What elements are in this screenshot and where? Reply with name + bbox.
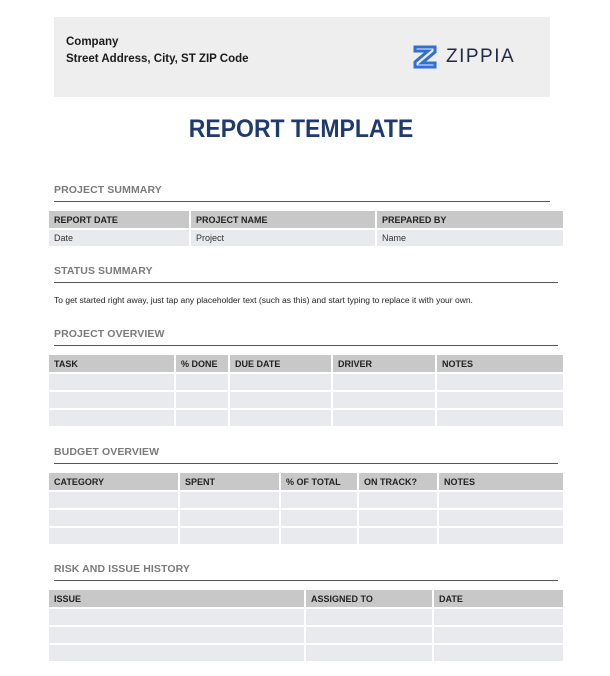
table-cell[interactable] (229, 373, 332, 391)
column-header: % DONE (175, 355, 229, 373)
table-cell[interactable] (179, 491, 280, 509)
table-cell[interactable] (438, 527, 563, 544)
table-row (49, 509, 563, 527)
column-header: DATE (433, 590, 563, 608)
table-cell[interactable] (229, 391, 332, 409)
report-title: REPORT TEMPLATE (188, 115, 414, 143)
table-cell[interactable] (179, 509, 280, 527)
table-cell[interactable] (438, 491, 563, 509)
column-header: CATEGORY (49, 473, 179, 491)
column-header: TASK (49, 355, 175, 373)
column-header: PREPARED BY (376, 211, 563, 229)
column-header: PROJECT NAME (190, 211, 376, 229)
table-cell[interactable] (332, 391, 436, 409)
table-row (49, 391, 563, 409)
section-title-project-summary: PROJECT SUMMARY (54, 184, 162, 196)
table-cell[interactable] (433, 608, 563, 626)
table-cell[interactable] (436, 391, 563, 409)
table-cell[interactable] (280, 527, 358, 544)
budget-overview-table (49, 473, 563, 544)
section-rule (54, 463, 558, 464)
status-summary-text[interactable]: To get started right away, just tap any placeholder text (such as this) and start typing to replace it with your own. (54, 295, 473, 305)
column-header: ISSUE (49, 590, 305, 608)
table-cell[interactable] (49, 509, 179, 527)
table-cell[interactable] (358, 509, 438, 527)
table-row (49, 626, 563, 644)
table-row (49, 229, 563, 246)
table-cell[interactable] (436, 409, 563, 426)
prepared-by-cell[interactable]: Name (376, 229, 563, 246)
report-date-cell[interactable]: Date (49, 229, 190, 246)
table-cell[interactable] (49, 626, 305, 644)
table-cell[interactable] (332, 373, 436, 391)
logo-text: ZIPPIA (446, 46, 516, 67)
column-header: REPORT DATE (49, 211, 190, 229)
table-cell[interactable] (175, 373, 229, 391)
table-cell[interactable] (49, 409, 175, 426)
table-cell[interactable] (175, 391, 229, 409)
table-cell[interactable] (332, 409, 436, 426)
table-cell[interactable] (433, 626, 563, 644)
table-cell[interactable] (433, 644, 563, 661)
company-address: Street Address, City, ST ZIP Code (66, 53, 249, 65)
section-rule (54, 345, 558, 346)
table-cell[interactable] (229, 409, 332, 426)
column-header: SPENT (179, 473, 280, 491)
table-cell[interactable] (305, 644, 433, 661)
table-cell[interactable] (49, 608, 305, 626)
section-rule (54, 580, 558, 581)
table-cell[interactable] (305, 626, 433, 644)
table-cell[interactable] (175, 409, 229, 426)
risk-history-table (49, 590, 563, 661)
column-header: ON TRACK? (358, 473, 438, 491)
zippia-logo (412, 44, 515, 70)
table-header-row (49, 355, 563, 373)
table-cell[interactable] (438, 509, 563, 527)
table-header-row (49, 590, 563, 608)
section-title-project-overview: PROJECT OVERVIEW (54, 328, 165, 340)
zippia-z-icon (412, 44, 438, 70)
table-cell[interactable] (280, 491, 358, 509)
table-row (49, 409, 563, 426)
table-row (49, 527, 563, 544)
column-header: ASSIGNED TO (305, 590, 433, 608)
table-cell[interactable] (49, 391, 175, 409)
table-header-row (49, 211, 563, 229)
company-name: Company (66, 36, 119, 48)
table-row (49, 644, 563, 661)
project-name-cell[interactable]: Project (190, 229, 376, 246)
document-header (54, 17, 550, 97)
section-title-risk-history: RISK AND ISSUE HISTORY (54, 563, 190, 575)
section-rule (54, 282, 558, 283)
section-title-budget-overview: BUDGET OVERVIEW (54, 446, 160, 458)
column-header: NOTES (438, 473, 563, 491)
column-header: % OF TOTAL (280, 473, 358, 491)
table-cell[interactable] (179, 527, 280, 544)
table-cell[interactable] (49, 373, 175, 391)
table-cell[interactable] (49, 527, 179, 544)
section-rule (54, 201, 550, 202)
table-cell[interactable] (358, 491, 438, 509)
table-row (49, 608, 563, 626)
project-overview-table (49, 355, 563, 426)
table-row (49, 491, 563, 509)
column-header: NOTES (436, 355, 563, 373)
project-summary-table (49, 211, 563, 246)
table-cell[interactable] (358, 527, 438, 544)
table-header-row (49, 473, 563, 491)
table-cell[interactable] (49, 644, 305, 661)
table-cell[interactable] (49, 491, 179, 509)
table-cell[interactable] (280, 509, 358, 527)
table-cell[interactable] (305, 608, 433, 626)
column-header: DRIVER (332, 355, 436, 373)
table-cell[interactable] (436, 373, 563, 391)
column-header: DUE DATE (229, 355, 332, 373)
section-title-status-summary: STATUS SUMMARY (54, 265, 153, 277)
table-row (49, 373, 563, 391)
